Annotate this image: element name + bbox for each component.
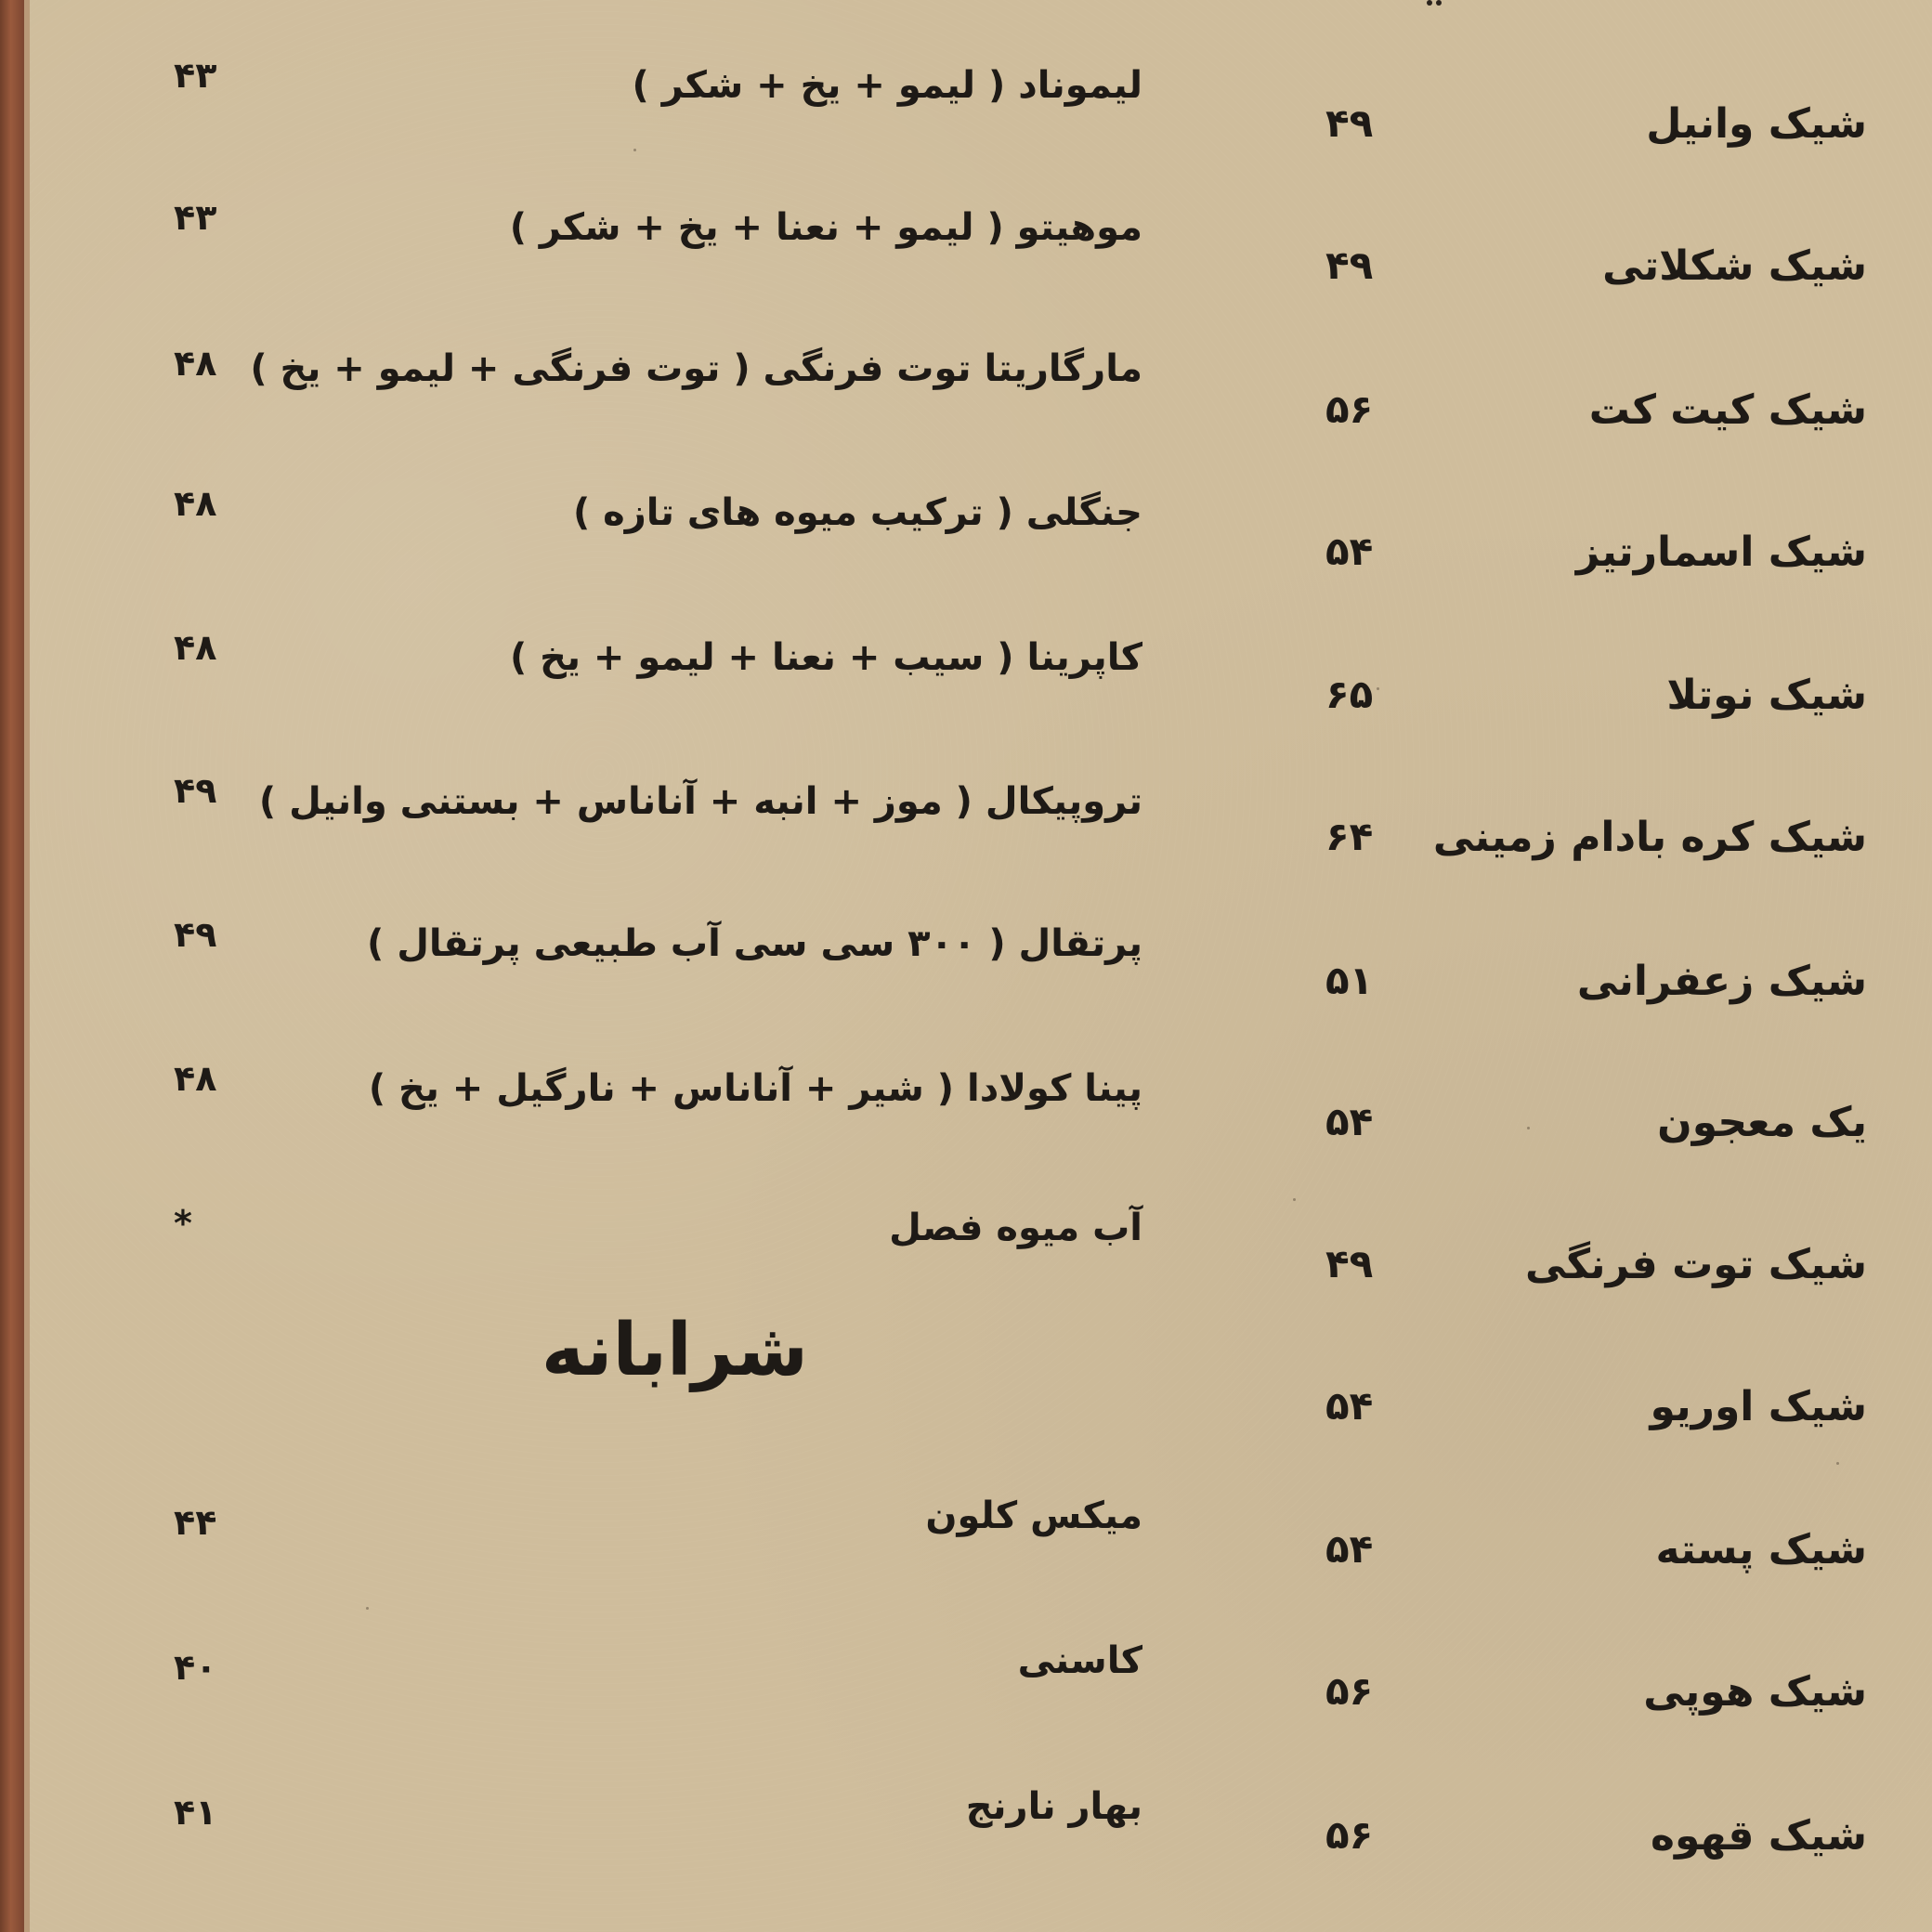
menu-frame-edge — [0, 0, 24, 1932]
menu-item-price: ۴۳ — [174, 197, 217, 238]
menu-item-price: ۴۸ — [174, 483, 217, 524]
menu-item-price: * — [174, 1203, 192, 1244]
menu-item-name: شیک هوپی — [1643, 1668, 1867, 1716]
menu-item-price: ۵۴ — [1325, 1383, 1374, 1429]
menu-item-name: شیک شکلاتی — [1602, 242, 1867, 290]
menu-item-price: ۵۴ — [1325, 1526, 1374, 1572]
paper-speck — [366, 1607, 369, 1610]
paper-speck — [1377, 687, 1379, 690]
menu-item-price: ۶۵ — [1325, 672, 1374, 717]
menu-item-price: ۴۹ — [1325, 242, 1374, 288]
menu-item-price: ۵۴ — [1325, 529, 1374, 574]
menu-item-name: شیک پسته — [1655, 1526, 1867, 1573]
menu-item-price: ۴۹ — [174, 770, 217, 811]
menu-item-name: تروپیکال ( موز + انبه + آناناس + بستنی وانیل ) — [258, 780, 1142, 823]
menu-item-price: ۴۱ — [174, 1792, 217, 1833]
menu-item-name: لیموناد ( لیمو + یخ + شکر ) — [632, 64, 1142, 107]
menu-item-price: ۵۶ — [1325, 386, 1374, 432]
menu-item-price: ۶۴ — [1325, 814, 1374, 859]
top-cut-off-mark — [1423, 0, 1449, 19]
menu-item-name: موهیتو ( لیمو + نعنا + یخ + شکر ) — [509, 206, 1142, 249]
menu-item-name: شیک زعفرانی — [1576, 958, 1867, 1005]
menu-item-name: میکس کلون — [925, 1495, 1142, 1537]
menu-item-name: آب میوه فصل — [889, 1207, 1142, 1249]
menu-item-name: شیک اوریو — [1650, 1383, 1867, 1430]
menu-item-price: ۵۶ — [1325, 1668, 1374, 1714]
menu-item-price: ۴۳ — [174, 55, 217, 96]
menu-item-price: ۴۴ — [174, 1502, 217, 1543]
menu-item-name: پرتقال ( ۳۰۰ سی سی آب طبیعی پرتقال ) — [367, 922, 1142, 965]
menu-item-name: شیک نوتلا — [1666, 672, 1867, 719]
paper-speck — [633, 149, 636, 151]
menu-item-name: شیک اسمارتیز — [1575, 529, 1867, 576]
menu-item-name: شیک کیت کت — [1588, 386, 1867, 434]
menu-item-name: یک معجون — [1657, 1099, 1867, 1146]
menu-item-name: شیک وانیل — [1646, 100, 1867, 148]
menu-item-price: ۴۸ — [174, 343, 217, 384]
menu-item-price: ۴۹ — [174, 914, 217, 955]
menu-item-price: ۵۱ — [1325, 958, 1374, 1003]
paper-speck — [1836, 1462, 1839, 1465]
menu-item-name: مارگاریتا توت فرنگی ( توت فرنگی + لیمو + یخ ) — [250, 347, 1142, 390]
menu-item-name: شیک قهوه — [1650, 1812, 1867, 1860]
menu-item-price: ۴۹ — [1325, 100, 1374, 146]
menu-item-price: ۵۶ — [1325, 1812, 1374, 1858]
menu-item-price: ۵۴ — [1325, 1099, 1374, 1144]
menu-item-name: شیک کره بادام زمینی — [1432, 814, 1867, 861]
menu-page — [30, 0, 1932, 1932]
menu-item-name: کاسنی — [1017, 1639, 1142, 1682]
paper-speck — [1527, 1127, 1530, 1129]
menu-item-price: ۴۸ — [174, 627, 217, 668]
menu-item-name: شیک توت فرنگی — [1524, 1241, 1867, 1288]
menu-item-name: پینا کولادا ( شیر + آناناس + نارگیل + یخ ) — [368, 1067, 1142, 1110]
menu-item-name: کاپرینا ( سیب + نعنا + لیمو + یخ ) — [509, 636, 1142, 679]
paper-speck — [1293, 1198, 1296, 1201]
menu-item-name: بهار نارنج — [965, 1785, 1142, 1828]
menu-item-price: ۴۰ — [174, 1647, 217, 1688]
menu-item-price: ۴۸ — [174, 1058, 217, 1099]
section-title: شرابانه — [541, 1309, 808, 1392]
menu-item-name: جنگلی ( ترکیب میوه های تازه ) — [572, 491, 1142, 534]
menu-item-price: ۴۹ — [1325, 1241, 1374, 1286]
